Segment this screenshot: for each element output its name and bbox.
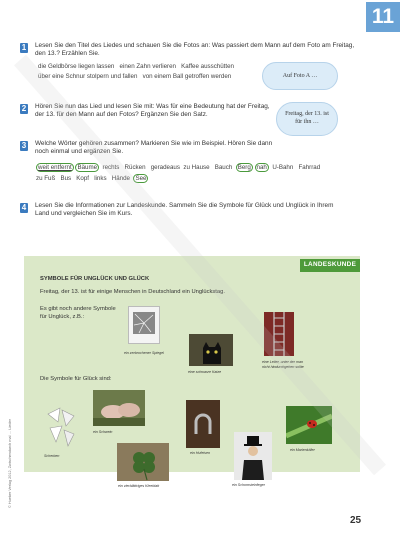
page-number: 25: [350, 515, 362, 526]
horseshoe-image: [186, 400, 220, 448]
word-weit-entfernt: weit entfernt: [38, 164, 72, 171]
landeskunde-tag: LANDESKUNDE: [300, 259, 360, 271]
panel-line-2b: für Unglück, z.B.:: [40, 314, 85, 320]
speech-bubble-1-text: Auf Foto A …: [282, 73, 318, 79]
word-nah: nah: [256, 164, 267, 171]
word: zu Fuß: [36, 175, 56, 182]
word: rechts: [102, 164, 120, 171]
ladybug-icon: [286, 406, 332, 444]
task-2-text: Hören Sie nun das Lied und lesen Sie mit: Was für eine Bedeutung hat der Freitag, der 13. für den Mann auf den Fotos? Ergänzen Sie den Satz.: [35, 103, 270, 119]
speech-bubble-2-line-1: Freitag, der 13. ist: [285, 111, 329, 117]
clover-icon: [117, 443, 169, 481]
caption-clover: ein vierblättriges Kleeblatt: [118, 484, 160, 488]
word: links: [94, 175, 107, 182]
phrase: einen Zahn verlieren: [119, 63, 176, 70]
word: Rücken: [124, 164, 146, 171]
copyright-line: © Hueber Verlag 2012, Zwischendurch mal … Lieder: [8, 419, 12, 508]
black-cat-icon: [189, 334, 233, 366]
chimney-sweep-icon: [234, 432, 272, 480]
pig-image: [93, 390, 145, 426]
task-4-text: Lesen Sie die Informationen zur Landeskunde. Sammeln Sie die Symbole für Glück und Unglück in Ihrem Land und vergleichen Sie im Kurs.: [35, 202, 334, 218]
clover-image: [117, 443, 169, 481]
speech-bubble-2: [276, 102, 338, 136]
phrase: die Geldbörse liegen lassen: [38, 63, 115, 70]
task-1-phrases-row-1: [38, 63, 234, 70]
word: zu Hause: [183, 164, 210, 171]
phrase: von einem Ball getroffen werden: [142, 73, 232, 80]
tag-underline: [300, 271, 360, 272]
shards-icon: [44, 404, 78, 450]
word: U-Bahn: [272, 164, 294, 171]
word: Fahrrad: [298, 164, 321, 171]
ladybug-image: [286, 406, 332, 444]
chapter-number: 11: [371, 5, 395, 28]
horseshoe-icon: [186, 400, 220, 448]
broken-mirror-image: [128, 306, 160, 344]
shards-image: [44, 404, 78, 450]
word-baeume: Bäume: [77, 164, 98, 171]
task-3-number: 3: [21, 141, 27, 150]
caption-sweep: ein Schornsteinfeger: [232, 483, 265, 487]
speech-bubble-1: [262, 62, 338, 90]
task-3-words-row-2: [36, 175, 148, 182]
phrase: über eine Schnur stolpern und fallen: [38, 73, 138, 80]
broken-mirror-icon: [129, 307, 159, 343]
word: Bus: [60, 175, 72, 182]
word-berg: Berg: [237, 164, 251, 171]
task-4-number: 4: [21, 203, 27, 212]
pig-icon: [93, 390, 145, 426]
task-3-text: Welche Wörter gehören zusammen? Markieren Sie wie im Beispiel. Hören Sie dann noch einmal und ergänzen Sie.: [35, 140, 273, 156]
task-1-number: 1: [21, 43, 27, 52]
ladder-icon: [264, 312, 294, 356]
chapter-tab: [366, 2, 400, 32]
caption-pig: ein Schwein: [93, 430, 113, 434]
word: Kopf: [76, 175, 90, 182]
panel-heading: SYMBOLE FÜR UNGLÜCK UND GLÜCK: [40, 276, 150, 282]
task-1-phrases-row-2: [38, 73, 231, 80]
word: Bauch: [214, 164, 233, 171]
task-2-number: 2: [21, 104, 27, 113]
caption-horseshoe: ein Hufeisen: [190, 451, 210, 455]
word: geradeaus: [150, 164, 180, 171]
chimney-sweep-image: [234, 432, 272, 480]
word: Hände: [111, 175, 130, 182]
phrase: Kaffee ausschütten: [181, 63, 235, 70]
caption-mirror: ein zerbrochener Spiegel: [124, 351, 164, 355]
speech-bubble-2-line-2: für ihn …: [295, 119, 319, 125]
ladder-image: [264, 312, 294, 356]
caption-ladybug: ein Marienkäfer: [290, 448, 315, 452]
panel-line-1: Freitag, der 13. ist für einige Menschen in Deutschland ein Unglückstag.: [40, 289, 225, 295]
task-1-text: Lesen Sie den Titel des Liedes und schauen Sie die Fotos an: Was passiert dem Mann auf dem Foto am Freitag, den 13.? Erzählen Sie.: [35, 42, 355, 58]
word-see: See: [135, 175, 147, 182]
caption-ladder-a: eine Leiter, unter der man: [262, 360, 303, 364]
caption-cat: eine schwarze Katze: [188, 370, 222, 374]
caption-shards: Scherben: [44, 454, 60, 458]
panel-line-2a: Es gibt noch andere Symbole: [40, 306, 116, 312]
caption-ladder-b: nicht hindurchgehen sollte: [262, 365, 304, 369]
panel-line-3: Die Symbole für Glück sind:: [40, 376, 112, 382]
task-3-words-row-1: [36, 164, 320, 171]
black-cat-image: [189, 334, 233, 366]
